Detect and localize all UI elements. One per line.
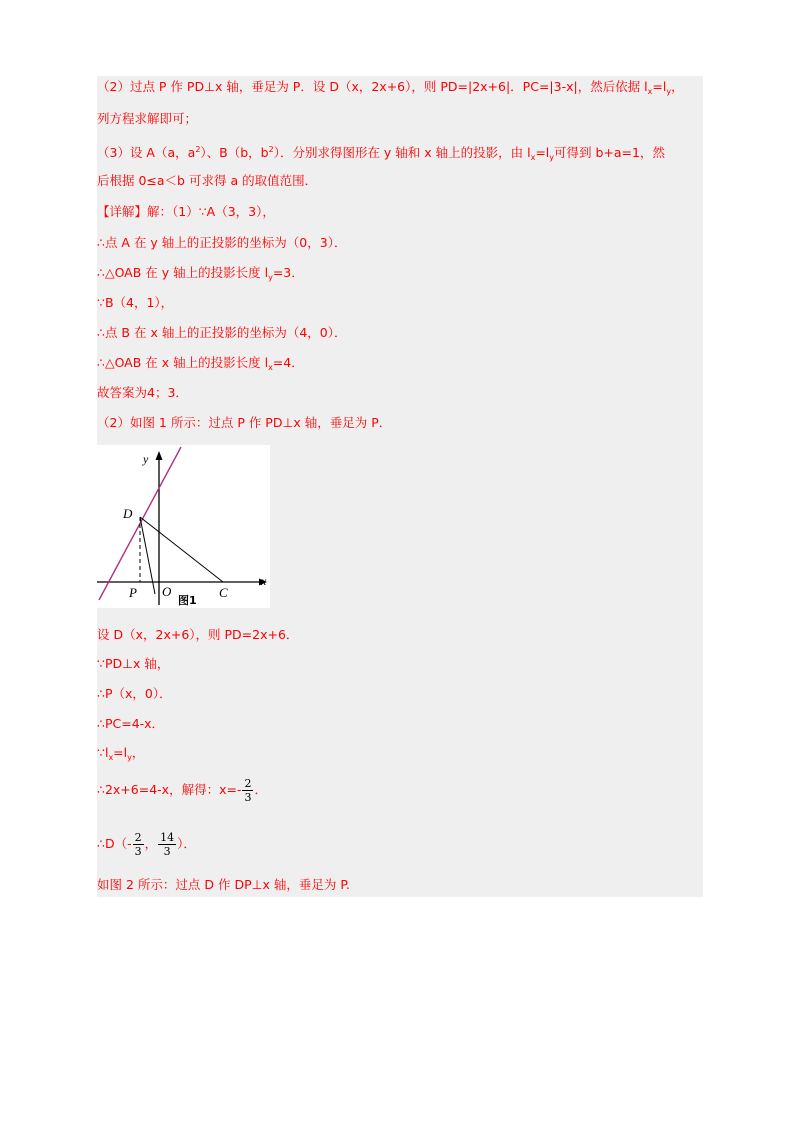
segment-DC — [140, 517, 223, 582]
solve-x-line: ∴2x+6=4-x，解得：x=- $\frac{2}{3}$ ． — [97, 777, 267, 804]
line-y-2x-6 — [99, 447, 181, 600]
hint-part-2: （2）过点 P 作 PD⊥x 轴，垂足为 P．设 D（x，2x+6），则 PD=|2x+6|．PC=|3-x|，然后依据 $l_x=l_y$， — [97, 79, 684, 96]
pc-line: ∴PC=4-x． — [97, 716, 165, 731]
detail-tag: 【详解】 — [97, 204, 148, 219]
detail-line-2: ∴△OAB 在 y 轴上的投影长度 $l_y=3$． — [97, 265, 304, 282]
y-axis-arrow — [156, 451, 163, 460]
hint-part-2-cont: 列方程求解即可； — [97, 111, 198, 126]
answer-line: 故答案为4；3． — [97, 385, 188, 400]
point-P-line: ∴P（x，0）． — [97, 686, 172, 701]
part-2-intro: （2）如图 1 所示：过点 P 作 PD⊥x 轴，垂足为 P． — [97, 415, 392, 430]
label-y: y — [143, 452, 149, 466]
fraction-D-y: $\frac{14}{3}$ — [160, 831, 175, 858]
figure-1 — [97, 445, 270, 608]
label-P: P — [129, 585, 137, 600]
pd-perp-line: ∵PD⊥x 轴， — [97, 656, 170, 671]
detail-line-1: ∴点 A 在 y 轴上的正投影的坐标为（0，3）． — [97, 235, 347, 250]
figure-caption: 图1 — [178, 594, 197, 607]
detail-line-5: ∴△OAB 在 x 轴上的投影长度 $l_x=4$． — [97, 355, 304, 372]
fraction-D-x: $\frac{2}{3}$ — [134, 831, 142, 858]
detail-line-3: ∵B（4，1）， — [97, 295, 174, 310]
figure-2-intro: 如图 2 所示：过点 D 作 DP⊥x 轴，垂足为 P. — [97, 877, 350, 892]
hint-part-3: （3）设 A（a，$a^2$）、B（b，$b^2$）．分别求得图形在 y 轴和 x 轴上的投影，由 $l_x=l_y$可得到 b+a=1，然 — [97, 145, 665, 162]
figure-1-diagram — [97, 445, 270, 608]
detail-heading: 【详解】解：（1）∵A（3，3）， — [97, 204, 275, 219]
hint-part-3-cont: 后根据 0≤a＜b 可求得 a 的取值范围． — [97, 173, 318, 188]
set-D-line: 设 D（x，2x+6），则 PD=2x+6． — [97, 627, 299, 642]
lx-equals-ly-line: $\because l_x=l_y$， — [97, 745, 145, 762]
label-x: x — [261, 574, 267, 588]
detail-line-4: ∴点 B 在 x 轴上的正投影的坐标为（4，0）． — [97, 325, 347, 340]
point-D-coordinates-line: ∴D（- $\frac{2}{3}$ ， $\frac{14}{3}$ ）． — [97, 831, 196, 858]
fraction-x-value: $\frac{2}{3}$ — [244, 777, 252, 804]
label-D: D — [123, 506, 133, 521]
label-C: C — [219, 585, 228, 600]
label-O: O — [162, 584, 172, 599]
